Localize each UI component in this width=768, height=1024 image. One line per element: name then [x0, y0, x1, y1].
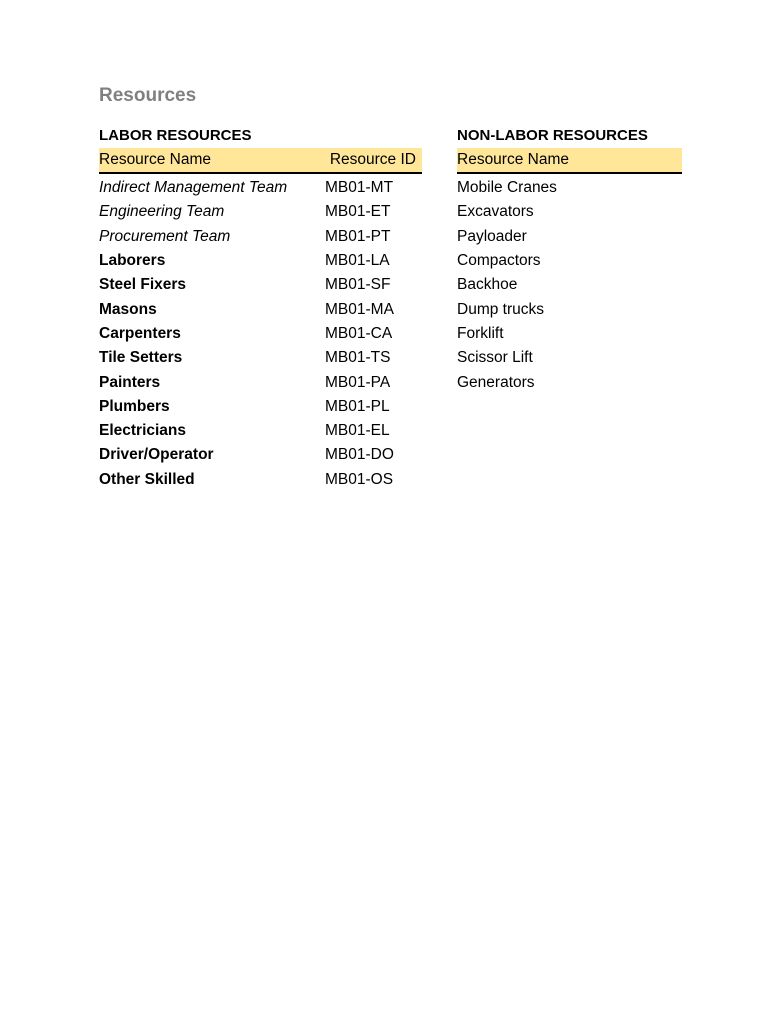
resource-name: Steel Fixers	[99, 276, 187, 294]
resource-name: Driver/Operator	[99, 446, 214, 464]
resource-id: MB01-ET	[325, 203, 391, 221]
resource-name: Generators	[457, 373, 535, 391]
table-row	[99, 322, 422, 346]
table-row	[99, 346, 422, 370]
resource-id: MB01-DO	[325, 446, 394, 464]
table-row	[99, 468, 422, 492]
resource-name: Mobile Cranes	[457, 179, 557, 197]
non-labor-resources-heading: NON-LABOR RESOURCES	[457, 127, 648, 144]
resource-name: Forklift	[457, 324, 504, 342]
page-title: Resources	[99, 85, 197, 106]
resource-name: Carpenters	[99, 324, 181, 342]
resource-id: MB01-PT	[325, 227, 391, 245]
table-row	[457, 200, 682, 224]
table-row	[457, 322, 682, 346]
labor-resources-section	[99, 126, 422, 492]
table-row	[457, 249, 682, 273]
resource-id: MB01-MA	[325, 300, 394, 318]
resource-name: Procurement Team	[99, 227, 231, 245]
non-labor-table-header	[457, 148, 682, 174]
resource-name: Backhoe	[457, 276, 518, 294]
resource-name: Laborers	[99, 252, 166, 270]
table-row	[99, 370, 422, 394]
resource-id: MB01-LA	[325, 252, 390, 270]
resource-name: Plumbers	[99, 397, 170, 415]
resource-name: Excavators	[457, 203, 534, 221]
column-header-resource-id: Resource ID	[329, 151, 416, 168]
non-labor-table-body	[457, 176, 682, 395]
resource-id: MB01-TS	[325, 349, 391, 367]
table-row	[457, 297, 682, 321]
table-row	[99, 395, 422, 419]
resource-name: Tile Setters	[99, 349, 183, 367]
labor-table-header	[99, 148, 422, 174]
resource-name: Engineering Team	[99, 203, 225, 221]
resource-name: Scissor Lift	[457, 349, 533, 367]
table-row	[99, 225, 422, 249]
resource-name: Indirect Management Team	[99, 179, 288, 197]
resource-name: Other Skilled	[99, 470, 195, 488]
table-row	[99, 297, 422, 321]
resource-id: MB01-SF	[325, 276, 391, 294]
table-row	[457, 370, 682, 394]
resource-id: MB01-PL	[325, 397, 390, 415]
table-row	[99, 200, 422, 224]
resource-id: MB01-PA	[325, 373, 391, 391]
table-row	[457, 273, 682, 297]
resource-name: Dump trucks	[457, 300, 544, 318]
non-labor-resources-section	[457, 126, 682, 395]
labor-resources-heading: LABOR RESOURCES	[99, 127, 252, 144]
resource-id: MB01-EL	[325, 422, 390, 440]
resource-name: Payloader	[457, 227, 527, 245]
table-row	[457, 176, 682, 200]
column-header-resource-name: Resource Name	[99, 151, 211, 168]
table-row	[99, 443, 422, 467]
resource-id: MB01-CA	[325, 324, 393, 342]
table-row	[99, 249, 422, 273]
resource-name: Painters	[99, 373, 161, 391]
resource-name: Electricians	[99, 422, 187, 440]
table-row	[457, 346, 682, 370]
resource-id: MB01-MT	[325, 179, 394, 197]
resource-name: Compactors	[457, 252, 541, 270]
table-row	[99, 176, 422, 200]
column-header-resource-name: Resource Name	[457, 151, 569, 168]
resource-name: Masons	[99, 300, 157, 318]
table-row	[99, 273, 422, 297]
table-row	[457, 225, 682, 249]
resource-id: MB01-OS	[325, 470, 394, 488]
table-row	[99, 419, 422, 443]
labor-table-body	[99, 176, 422, 492]
